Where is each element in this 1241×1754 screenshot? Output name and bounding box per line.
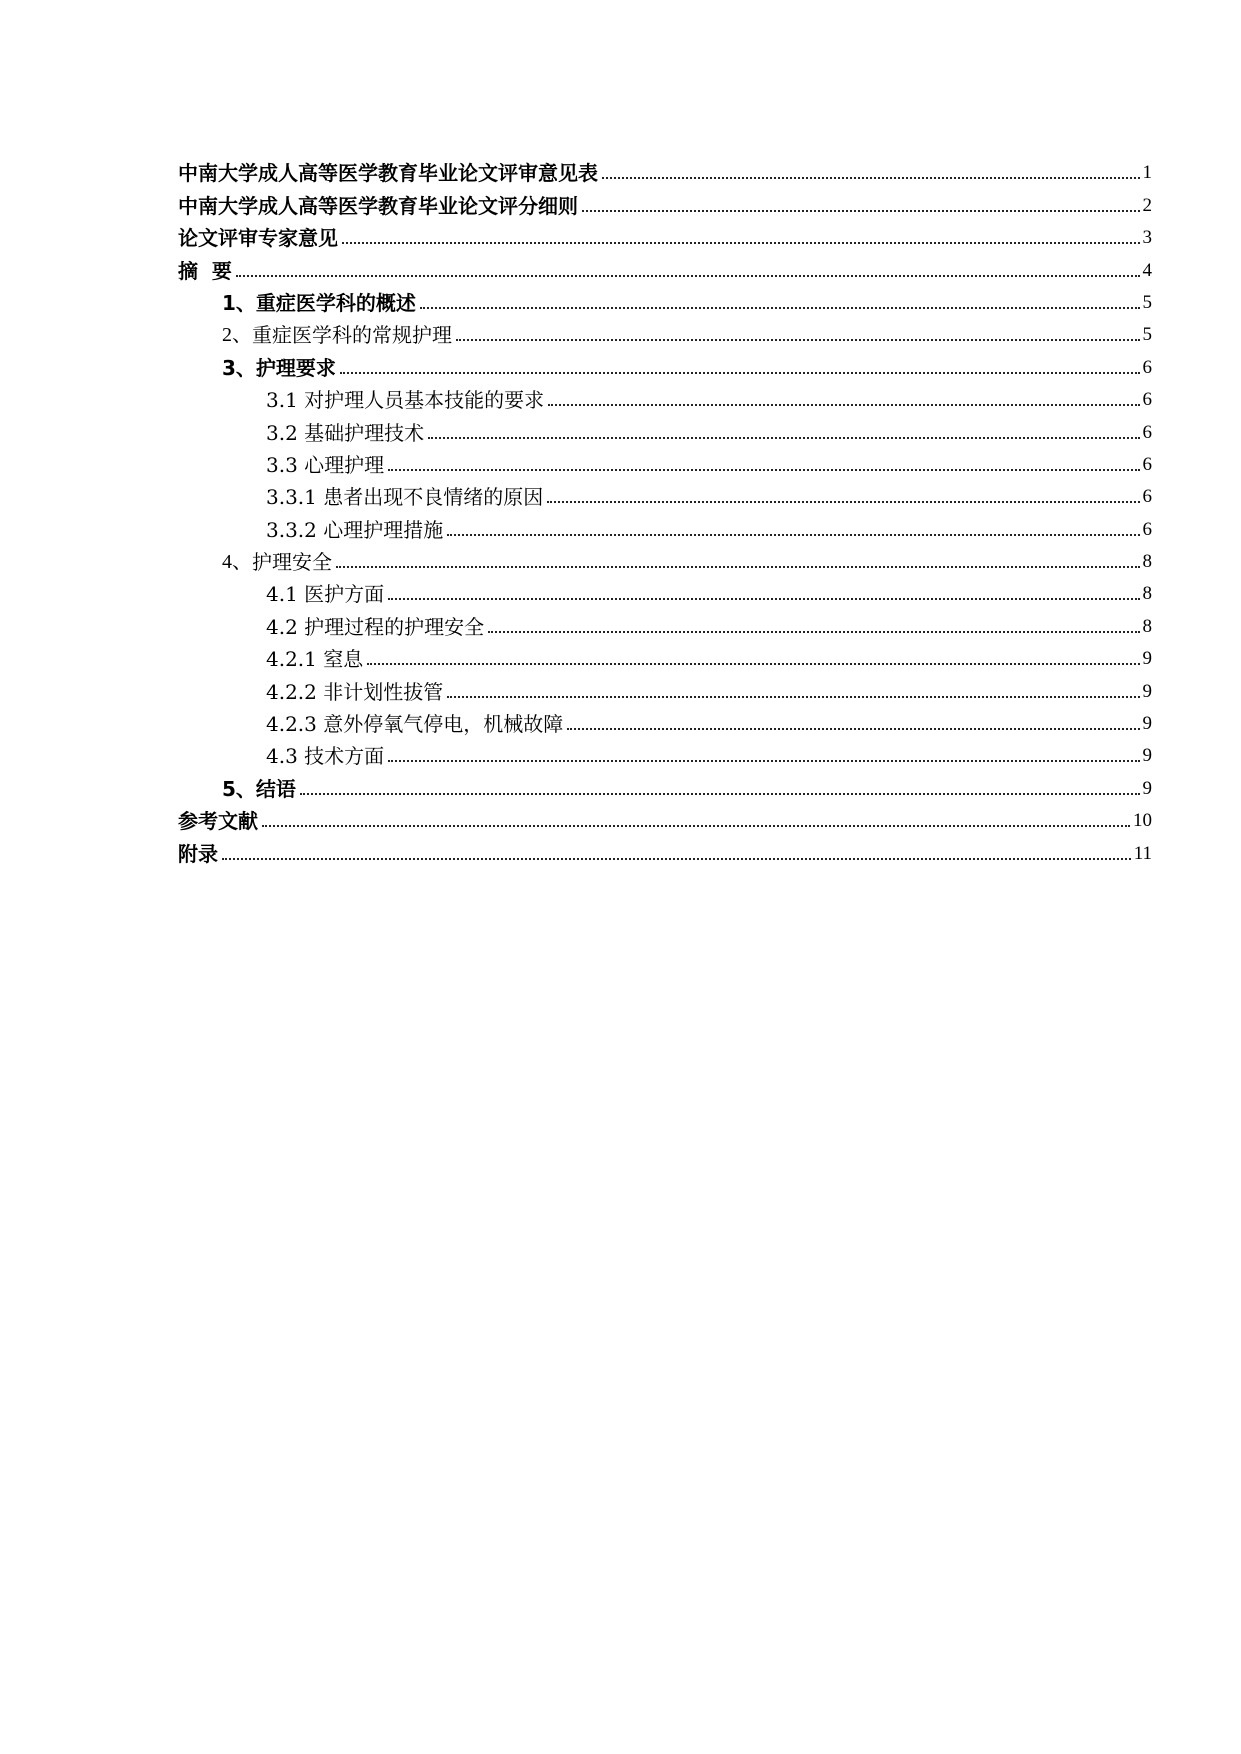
dot-leader	[342, 242, 1140, 244]
toc-entry-references[interactable]	[178, 800, 1152, 832]
toc-entry-title: 护理安全	[252, 550, 332, 575]
toc-entry-scoring-rules[interactable]	[178, 184, 1152, 216]
toc-entry-section-4-2-1[interactable]	[178, 638, 1152, 670]
toc-entry-review-form[interactable]	[178, 152, 1152, 184]
dot-leader	[447, 534, 1139, 536]
toc-entry-title: 3.1 对护理人员基本技能的要求	[266, 388, 545, 413]
toc-entry-title: 重症医学科的常规护理	[252, 323, 452, 348]
toc-entry-expert-opinion[interactable]	[178, 217, 1152, 249]
toc-entry-title: 中南大学成人高等医学教育毕业论文评分细则	[178, 193, 578, 218]
toc-page-number: 6	[1142, 486, 1152, 508]
toc-page-number: 5	[1142, 291, 1152, 313]
toc-page-number: 4	[1142, 259, 1152, 281]
toc-entry-title: 4.3 技术方面	[266, 744, 385, 769]
toc-section-number: 2、	[222, 324, 252, 347]
toc-entry-title: 4.2.3 意外停氧气停电，机械故障	[266, 712, 564, 737]
toc-entry-section-3-3[interactable]	[178, 444, 1152, 476]
dot-leader	[262, 825, 1130, 827]
dot-leader	[582, 210, 1140, 212]
dot-leader	[388, 598, 1139, 600]
toc-entry-appendix[interactable]	[178, 832, 1152, 864]
toc-section-number: 3、	[222, 355, 256, 380]
toc-page-number: 9	[1142, 777, 1152, 799]
toc-page-number: 9	[1142, 713, 1152, 735]
dot-leader	[300, 793, 1140, 795]
toc-entry-section-3-3-1[interactable]	[178, 476, 1152, 508]
toc-entry-section-3[interactable]	[178, 346, 1152, 378]
toc-entry-section-4[interactable]	[178, 541, 1152, 573]
toc-section-number: 1、	[222, 290, 256, 315]
table-of-contents	[178, 152, 1152, 865]
toc-page-number: 6	[1142, 356, 1152, 378]
toc-entry-section-4-2[interactable]	[178, 605, 1152, 637]
toc-entry-title: 论文评审专家意见	[178, 226, 338, 251]
toc-entry-section-4-2-2[interactable]	[178, 670, 1152, 702]
dot-leader	[456, 339, 1140, 341]
toc-page-number: 10	[1133, 810, 1152, 832]
toc-entry-section-3-1[interactable]	[178, 379, 1152, 411]
toc-entry-section-5[interactable]	[178, 767, 1152, 799]
toc-entry-section-3-2[interactable]	[178, 411, 1152, 443]
toc-entry-title: 3.3 心理护理	[266, 452, 385, 477]
dot-leader	[447, 696, 1139, 698]
dot-leader	[567, 728, 1139, 730]
toc-page-number: 6	[1142, 453, 1152, 475]
dot-leader	[420, 307, 1140, 309]
toc-page-number: 6	[1142, 421, 1152, 443]
toc-page-number: 8	[1142, 615, 1152, 637]
toc-section-number: 5、	[222, 776, 256, 801]
toc-entry-title: 3.2 基础护理技术	[266, 420, 425, 445]
dot-leader	[547, 501, 1139, 503]
toc-entry-section-3-3-2[interactable]	[178, 508, 1152, 540]
toc-entry-title: 4.2 护理过程的护理安全	[266, 614, 485, 639]
toc-page-number: 1	[1142, 162, 1152, 184]
toc-entry-section-4-2-3[interactable]	[178, 703, 1152, 735]
toc-entry-title: 3.3.2 心理护理措施	[266, 517, 444, 542]
toc-entry-section-4-1[interactable]	[178, 573, 1152, 605]
dot-leader	[488, 631, 1139, 633]
dot-leader	[222, 858, 1131, 860]
toc-page-number: 9	[1142, 648, 1152, 670]
toc-entry-title: 4.1 医护方面	[266, 582, 385, 607]
toc-page-number: 5	[1142, 324, 1152, 346]
toc-entry-section-4-3[interactable]	[178, 735, 1152, 767]
toc-entry-title: 3.3.1 患者出现不良情绪的原因	[266, 485, 544, 510]
toc-page-number: 3	[1142, 227, 1152, 249]
toc-page-number: 6	[1142, 389, 1152, 411]
toc-page-number: 6	[1142, 518, 1152, 540]
toc-entry-title: 中南大学成人高等医学教育毕业论文评审意见表	[178, 161, 598, 186]
dot-leader	[340, 372, 1140, 374]
toc-page-number: 9	[1142, 680, 1152, 702]
toc-page-number: 8	[1142, 583, 1152, 605]
toc-entry-title: 结语	[255, 776, 296, 801]
dot-leader	[548, 404, 1139, 406]
toc-entry-section-2[interactable]	[178, 314, 1152, 346]
toc-entry-title: 摘 要	[178, 258, 232, 283]
dot-leader	[428, 437, 1139, 439]
toc-entry-abstract[interactable]	[178, 249, 1152, 281]
toc-entry-title: 重症医学科的概述	[255, 290, 416, 315]
toc-entry-section-1[interactable]	[178, 282, 1152, 314]
dot-leader	[236, 275, 1140, 277]
toc-page-number: 11	[1133, 842, 1152, 864]
toc-entry-title: 附录	[178, 841, 218, 866]
dot-leader	[388, 469, 1139, 471]
toc-page-number: 9	[1142, 745, 1152, 767]
toc-page-number: 2	[1142, 194, 1152, 216]
dot-leader	[602, 177, 1140, 179]
toc-entry-title: 参考文献	[178, 809, 258, 834]
dot-leader	[367, 663, 1139, 665]
toc-entry-title: 4.2.1 窒息	[266, 647, 364, 672]
toc-entry-title: 护理要求	[255, 355, 336, 380]
dot-leader	[336, 566, 1140, 568]
dot-leader	[388, 760, 1139, 762]
toc-section-number: 4、	[222, 551, 252, 574]
toc-page-number: 8	[1142, 551, 1152, 573]
toc-entry-title: 4.2.2 非计划性拔管	[266, 679, 444, 704]
